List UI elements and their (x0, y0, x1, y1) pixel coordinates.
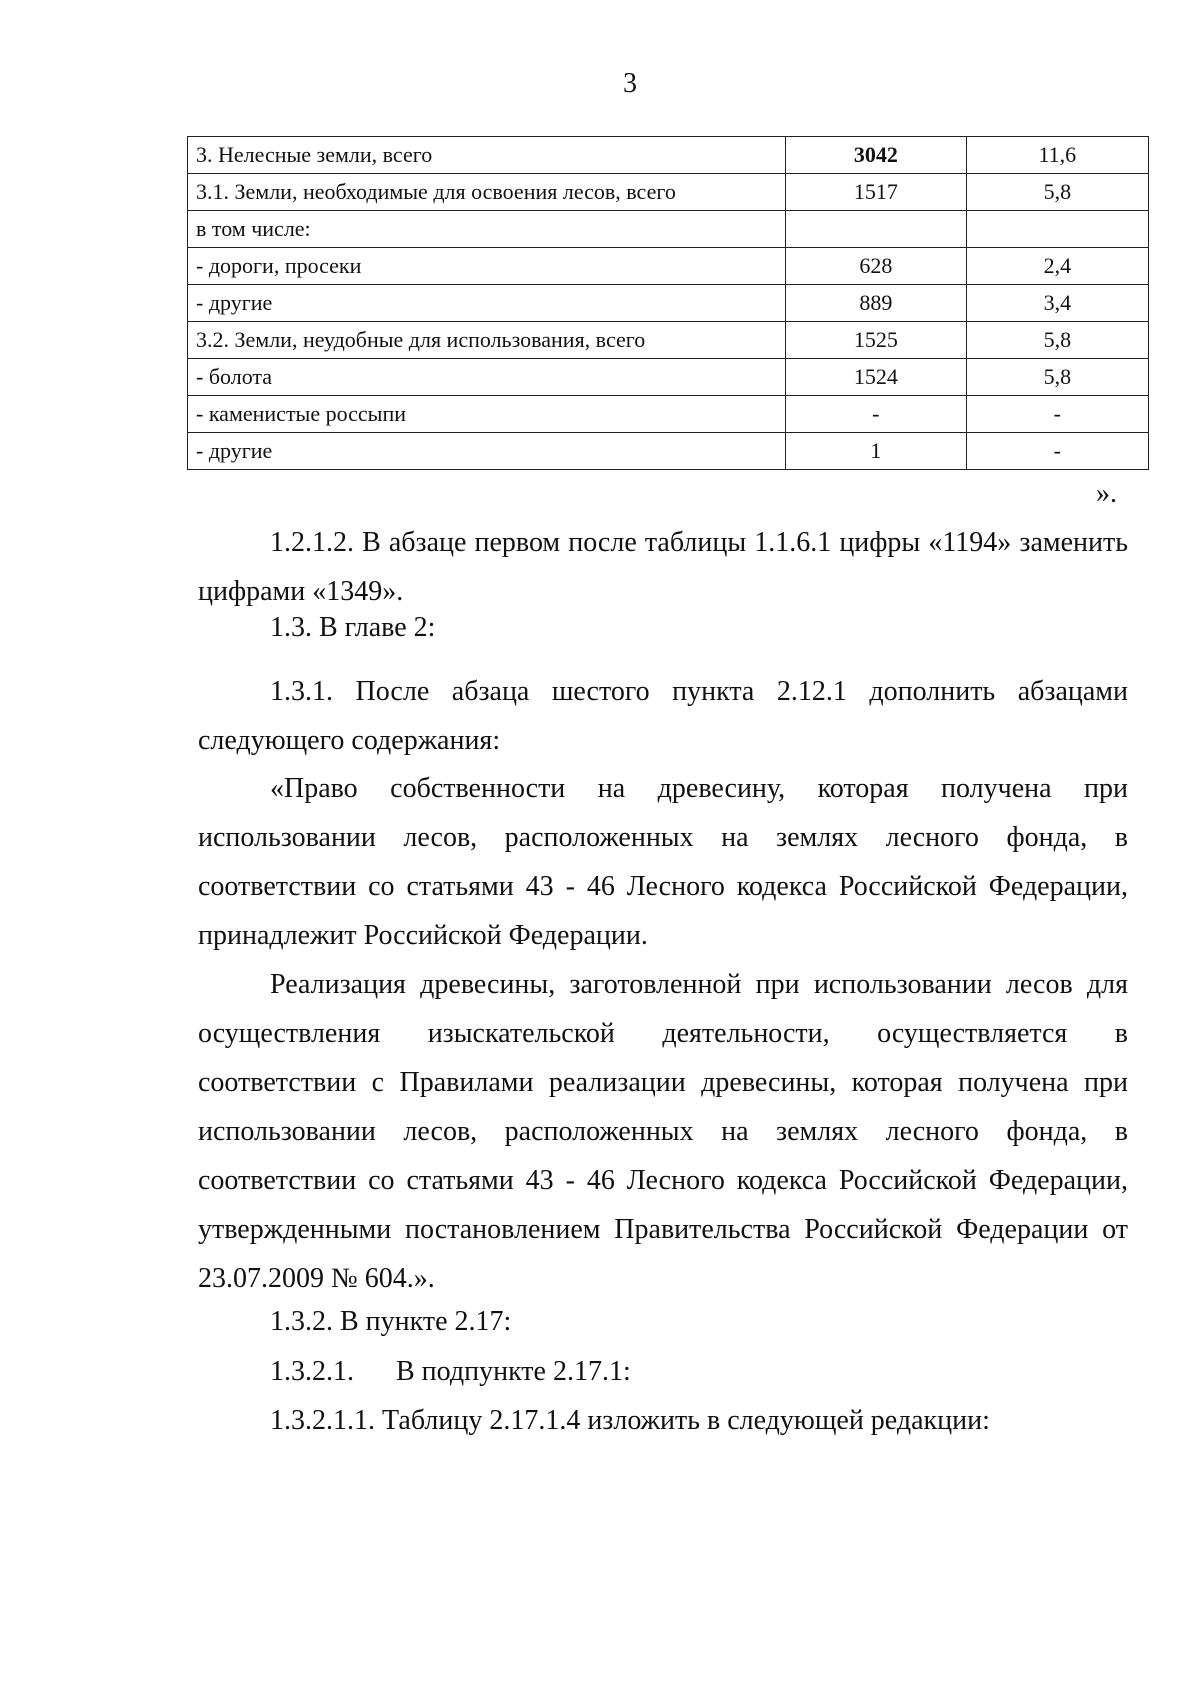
row-label: - другие (188, 285, 786, 322)
table-row (188, 174, 1149, 211)
row-area-value: 1 (786, 433, 967, 470)
paragraph-1-3: 1.3. В главе 2: (270, 612, 436, 643)
row-label: - каменистые россыпи (188, 396, 786, 433)
paragraph-quoted-ownership: «Право собственности на древесину, которая получена при использовании лесов, расположенных на землях лесного фонда, в соответствии со статьями 43 - 46 Лесного кодекса Российской Федерации, принадлежит Российской Федерации. (198, 773, 1128, 951)
row-label: - болота (188, 359, 786, 396)
row-percent-value: 5,8 (966, 174, 1148, 211)
row-area-value: - (786, 396, 967, 433)
paragraph-1-2-1-2: 1.2.1.2. В абзаце первом после таблицы 1.1.6.1 цифры «1194» заменить цифрами «1349». (198, 527, 1128, 607)
paragraph-1-3-1: 1.3.1. После абзаца шестого пункта 2.12.1 дополнить абзацами следующего содержания: (198, 676, 1128, 756)
row-percent-value: 5,8 (966, 359, 1148, 396)
row-percent-value: 5,8 (966, 322, 1148, 359)
row-area-value: 1517 (786, 174, 967, 211)
paragraph-1-3-2-1-1: 1.3.2.1.1. Таблицу 2.17.1.4 изложить в следующей редакции: (270, 1405, 990, 1436)
closing-quote: ». (1096, 478, 1117, 509)
table-row (188, 137, 1149, 174)
row-percent-value: - (966, 396, 1148, 433)
page-number: 3 (623, 68, 637, 99)
table-row (188, 285, 1149, 322)
row-area-value: 628 (786, 248, 967, 285)
land-category-table (187, 136, 1149, 470)
row-label: - другие (188, 433, 786, 470)
table-row (188, 322, 1149, 359)
row-area-value: 1524 (786, 359, 967, 396)
row-label: - дороги, просеки (188, 248, 786, 285)
row-area-value: 1525 (786, 322, 967, 359)
row-percent-value (966, 211, 1148, 248)
row-percent-value: 3,4 (966, 285, 1148, 322)
row-percent-value: - (966, 433, 1148, 470)
row-area-value: 889 (786, 285, 967, 322)
row-label: 3. Нелесные земли, всего (188, 137, 786, 174)
table-row (188, 211, 1149, 248)
row-area-value (786, 211, 967, 248)
row-percent-value: 11,6 (966, 137, 1148, 174)
row-label: 3.1. Земли, необходимые для освоения лесов, всего (188, 174, 786, 211)
table-row (188, 359, 1149, 396)
table-row (188, 248, 1149, 285)
paragraph-1-3-2-1: 1.3.2.1. В подпункте 2.17.1: (270, 1356, 631, 1387)
table-row (188, 396, 1149, 433)
paragraph-1-3-2: 1.3.2. В пункте 2.17: (270, 1306, 512, 1337)
table-row (188, 433, 1149, 470)
row-percent-value: 2,4 (966, 248, 1148, 285)
row-label: 3.2. Земли, неудобные для использования, всего (188, 322, 786, 359)
row-area-value: 3042 (786, 137, 967, 174)
paragraph-wood-sale: Реализация древесины, заготовленной при использовании лесов для осуществления изыскательской деятельности, осуществляется в соответствии с Правилами реализации древесины, которая получена при использовании лесов, расположенных на землях лесного фонда, в соответствии со статьями 43 - 46 Лесного кодекса Российской Федерации, утвержденными постановлением Правительства Российской Федерации от 23.07.2009 № 604.». (198, 969, 1128, 1294)
row-label: в том числе: (188, 211, 786, 248)
